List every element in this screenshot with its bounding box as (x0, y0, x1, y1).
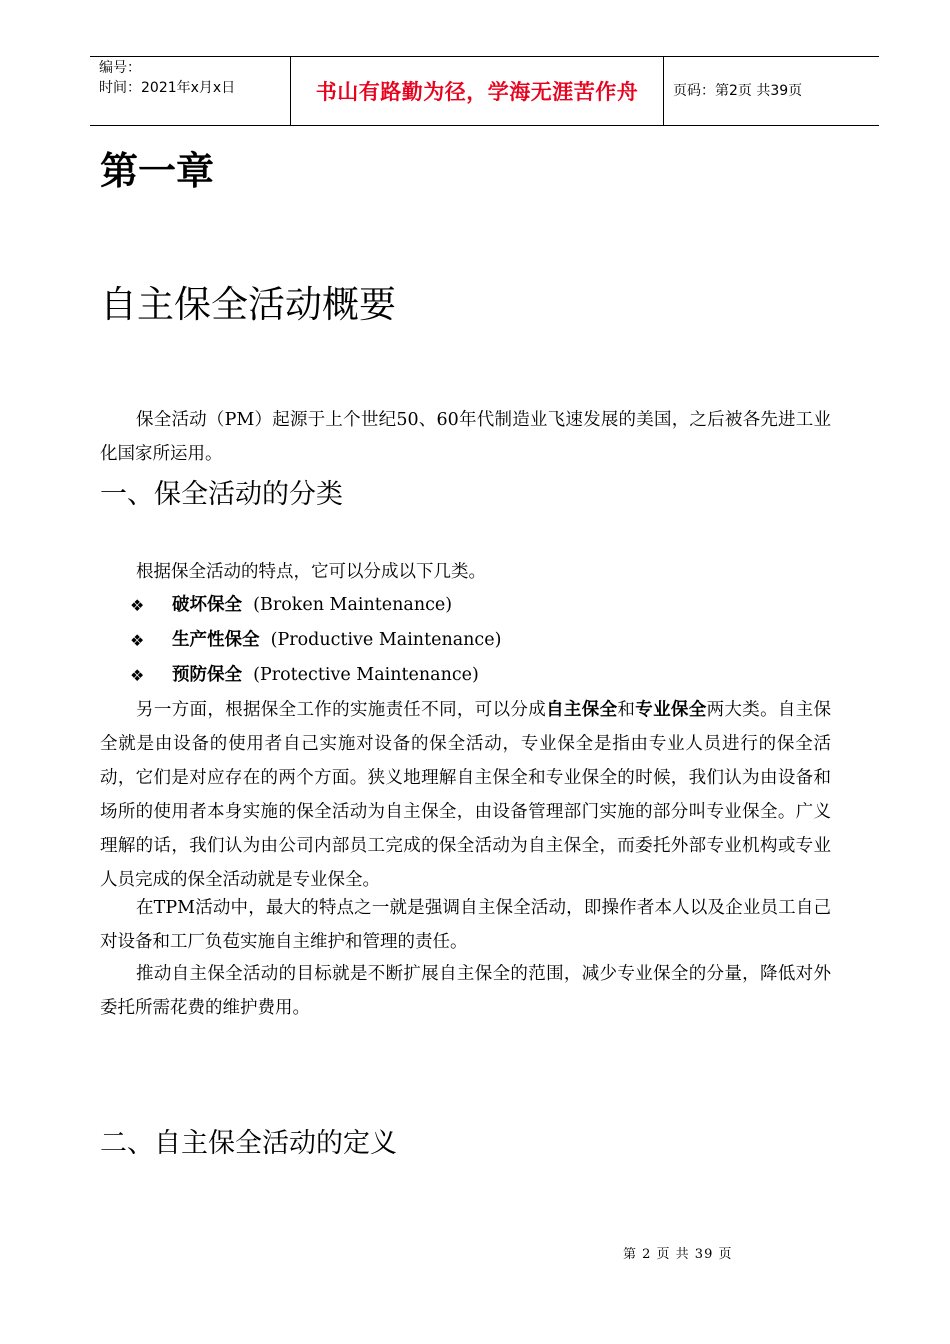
emphasis-professional-maintenance: 专业保全 (635, 700, 707, 720)
maintenance-type-list (100, 588, 831, 693)
section-1-heading: 一、保全活动的分类 (100, 479, 343, 510)
page-header-table (90, 56, 879, 126)
list-item (100, 658, 831, 693)
paragraph-text: 两大类。自主保全就是由设备的使用者自己实施对设备的保全活动，专业保全是指由专业人员进行的保全活动，它们是对应存在的两个方面。狭义地理解自主保全和专业保全的时候，我们认为由设备和场所的使用者本身实施的保全活动为自主保全，由设备管理部门实施的部分叫专业保全。广义理解的话，我们认为由公司内部员工完成的保全活动为自主保全，而委托外部专业机构或专业人员完成的保全活动就是专业保全。 (100, 700, 832, 890)
list-item-en: (Protective Maintenance) (253, 665, 479, 685)
tpm-paragraph: 在TPM活动中，最大的特点之一就是强调自主保全活动，即操作者本人以及企业员工自己对设备和工厂负苞实施自主维护和管理的责任。 (100, 898, 831, 952)
paragraph-text: 和 (617, 700, 636, 720)
responsibility-paragraph (100, 693, 831, 897)
document-title: 自主保全活动概要 (100, 283, 396, 326)
list-item-zh: 生产性保全 (172, 630, 260, 650)
list-item (100, 623, 831, 658)
list-item-zh: 破坏保全 (172, 595, 242, 615)
list-item-zh: 预防保全 (172, 665, 242, 685)
paragraph-text: 另一方面，根据保全工作的实施责任不同，可以分成 (136, 700, 547, 720)
document-time-label: 时间：2021年x月x日 (99, 80, 236, 96)
header-page-info: 页码：第2页 共39页 (673, 82, 803, 99)
emphasis-autonomous-maintenance: 自主保全 (546, 700, 618, 720)
diamond-bullet-icon: ❖ (130, 631, 145, 650)
list-item-en: (Broken Maintenance) (253, 595, 453, 615)
goal-paragraph: 推动自主保全活动的目标就是不断扩展自主保全的范围，减少专业保全的分量，降低对外委托所需花费的维护费用。 (100, 964, 831, 1018)
header-motto: 书山有路勤为径，学海无涯苦作舟 (315, 80, 639, 104)
section-1-lead: 根据保全活动的特点，它可以分成以下几类。 (136, 562, 486, 582)
list-item (100, 588, 831, 623)
page-footer: 第 2 页 共 39 页 (623, 1247, 733, 1262)
chapter-heading: 第一章 (100, 149, 215, 193)
list-item-en: (Productive Maintenance) (270, 630, 502, 650)
header-page-cell (664, 57, 879, 125)
section-2-heading: 二、自主保全活动的定义 (100, 1128, 397, 1159)
diamond-bullet-icon: ❖ (130, 596, 145, 615)
header-motto-cell (291, 57, 664, 125)
intro-paragraph: 保全活动（PM）起源于上个世纪50、60年代制造业飞速发展的美国，之后被各先进工业化国家所运用。 (100, 410, 831, 464)
diamond-bullet-icon: ❖ (130, 666, 145, 685)
document-number-label: 编号： (99, 60, 141, 76)
header-meta-cell (90, 57, 291, 125)
